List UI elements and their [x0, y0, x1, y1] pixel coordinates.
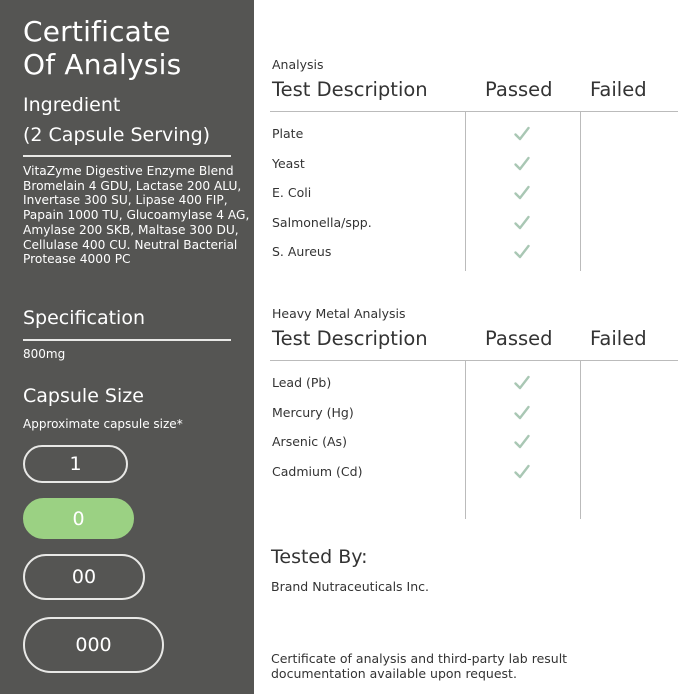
check-icon	[513, 374, 531, 392]
test-row-label: Cadmium (Cd)	[272, 463, 363, 479]
heavy-metal-header-divider	[270, 360, 678, 361]
analysis-col-passed: Passed	[485, 78, 553, 101]
check-icon	[513, 214, 531, 232]
analysis-section-label: Analysis	[272, 57, 324, 72]
test-row-label: Plate	[272, 126, 304, 141]
analysis-header-divider	[270, 111, 678, 112]
heavy-metal-col-failed: Failed	[590, 327, 647, 350]
test-row-label: Salmonella/spp.	[272, 214, 372, 230]
capsule-size-subheading: Approximate capsule size*	[23, 417, 183, 431]
title-line-2: Of Analysis	[23, 48, 182, 81]
heavy-metal-section-label: Heavy Metal Analysis	[272, 306, 406, 321]
capsule-size-00[interactable]: 00	[23, 554, 145, 600]
check-icon	[513, 433, 531, 451]
heavy-metal-col-passed: Passed	[485, 327, 553, 350]
check-icon	[513, 184, 531, 202]
check-icon	[513, 155, 531, 173]
test-row-label: E. Coli	[272, 185, 312, 201]
test-row-label: Yeast	[272, 155, 305, 171]
ingredient-divider	[23, 155, 231, 157]
specification-divider	[23, 339, 231, 341]
test-row-label: Mercury (Hg)	[272, 404, 354, 420]
heavy-metal-col-description: Test Description	[272, 327, 428, 350]
ingredient-heading	[23, 90, 248, 150]
analysis-col-failed: Failed	[590, 78, 647, 101]
capsule-size-000[interactable]: 000	[23, 617, 164, 673]
specification-heading: Specification	[23, 307, 145, 329]
left-panel	[0, 0, 254, 694]
analysis-col-description: Test Description	[272, 78, 428, 101]
footnote: Certificate of analysis and third-party lab result documentation available upon request.	[271, 651, 568, 681]
title-line-1: Certificate	[23, 15, 171, 48]
specification-value: 800mg	[23, 347, 66, 361]
check-icon	[513, 463, 531, 481]
capsule-size-heading: Capsule Size	[23, 385, 144, 407]
check-icon	[513, 243, 531, 261]
check-icon	[513, 125, 531, 143]
analysis-column-divider	[465, 112, 466, 271]
heavy-metal-column-divider	[465, 361, 466, 519]
test-row-label: Arsenic (As)	[272, 434, 347, 450]
test-row-label: S. Aureus	[272, 244, 332, 260]
tested-by-heading: Tested By:	[271, 546, 368, 568]
analysis-column-divider	[580, 112, 581, 271]
ingredient-list: VitaZyme Digestive Enzyme Blend Bromelain 4 GDU, Lactase 200 ALU, Invertase 300 SU, Lipase 400 FIP, Papain 1000 TU, Glucoamylase 4 AG, Amylase 200 SKB, Maltase 300 DU, Cellulase 400 CU. Neutral Bacterial Protease 4000 PC	[23, 164, 250, 267]
tested-by-value: Brand Nutraceuticals Inc.	[271, 579, 429, 594]
capsule-size-0[interactable]: 0	[23, 498, 134, 539]
ingredient-heading-line-1: Ingredient	[23, 94, 121, 116]
test-row-label: Lead (Pb)	[272, 375, 332, 390]
capsule-size-1[interactable]: 1	[23, 445, 128, 483]
right-panel	[254, 0, 679, 694]
ingredient-heading-line-2: (2 Capsule Serving)	[23, 124, 211, 146]
heavy-metal-column-divider	[580, 361, 581, 519]
check-icon	[513, 404, 531, 422]
page-title	[23, 15, 248, 81]
